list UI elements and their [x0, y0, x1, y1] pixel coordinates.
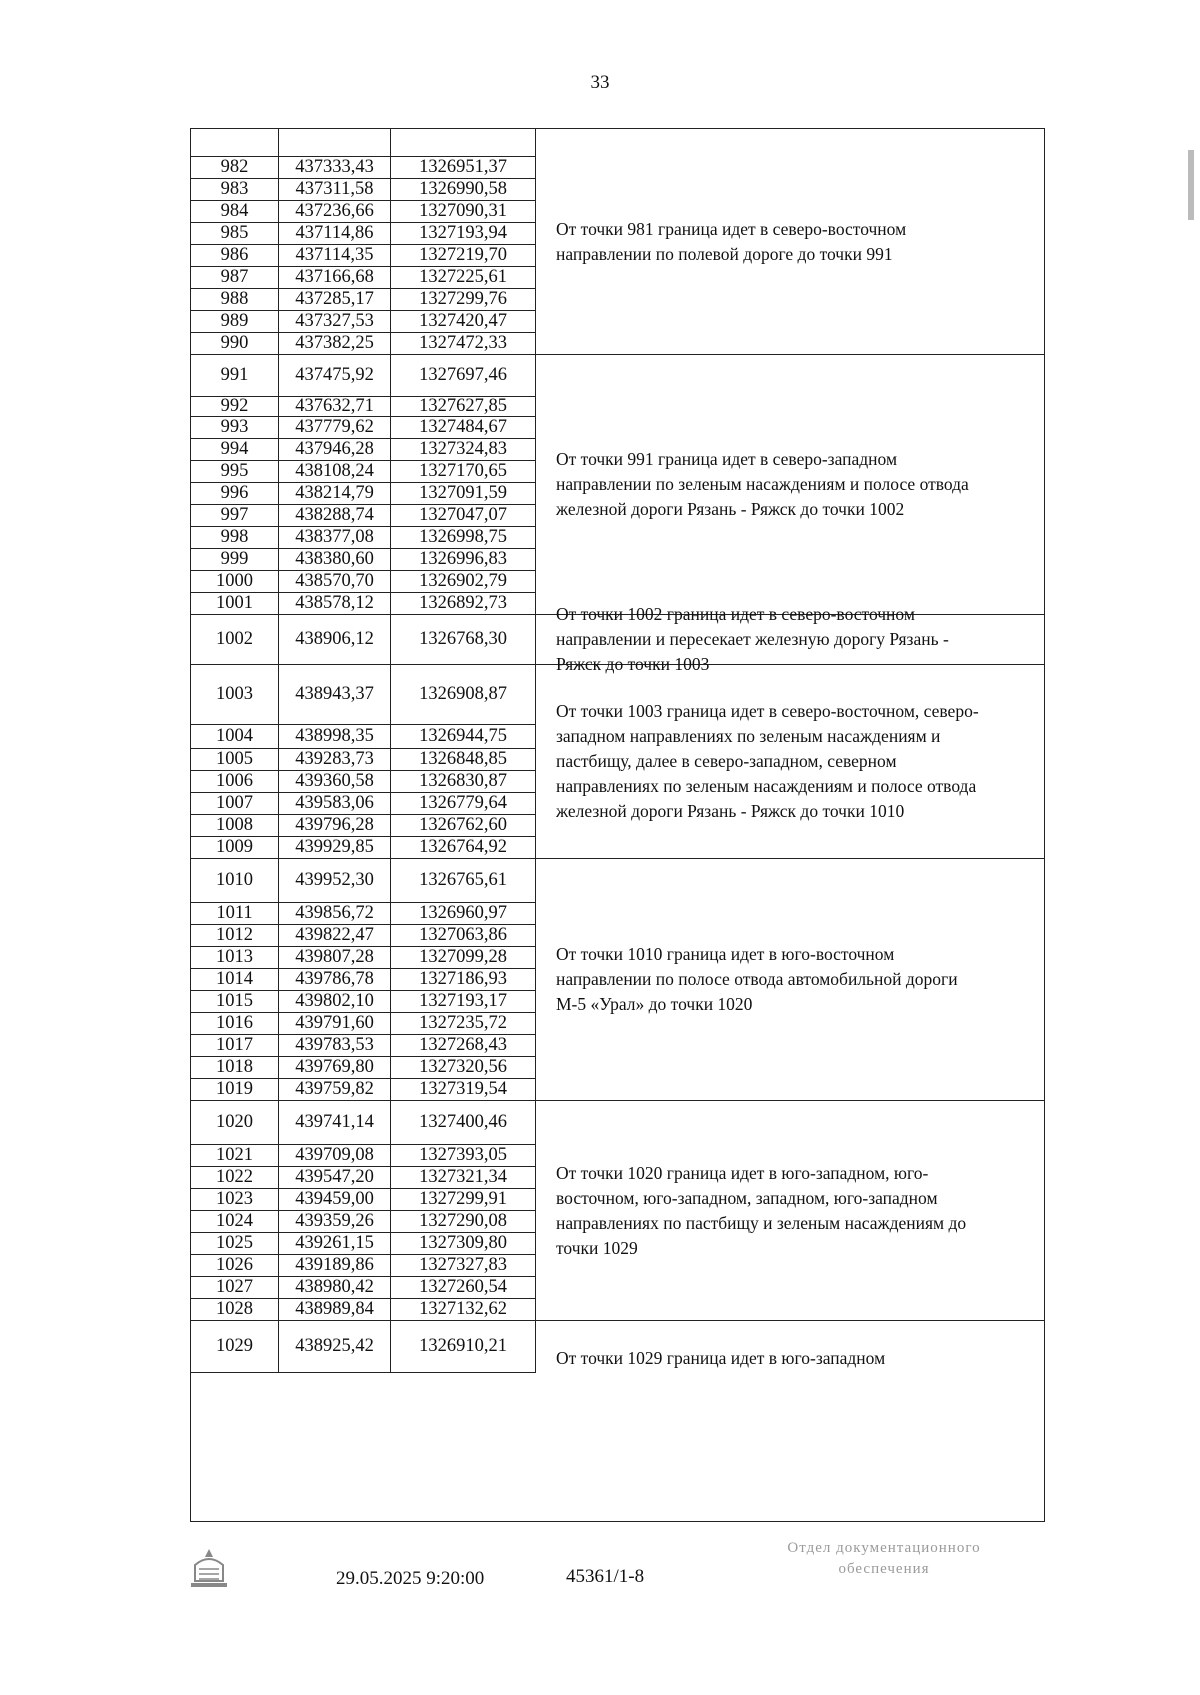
- point-number-cell: 1002: [191, 615, 279, 665]
- point-number-cell: 996: [191, 483, 279, 505]
- table-row: [191, 903, 536, 925]
- table-row: [191, 157, 536, 179]
- x-coordinate-cell: 437285,17: [279, 289, 391, 311]
- table-row: [191, 1233, 536, 1255]
- point-number-cell: 1024: [191, 1211, 279, 1233]
- x-coordinate-cell: 439783,53: [279, 1035, 391, 1057]
- y-coordinate-cell: 1326762,60: [391, 815, 536, 837]
- point-number-cell: 1000: [191, 571, 279, 593]
- y-coordinate-cell: 1327132,62: [391, 1299, 536, 1321]
- table-row: [191, 333, 536, 355]
- y-coordinate-cell: 1327400,46: [391, 1101, 536, 1145]
- y-coordinate-cell: 1327268,43: [391, 1035, 536, 1057]
- x-coordinate-cell: 439709,08: [279, 1145, 391, 1167]
- boundary-description: [536, 859, 1044, 1101]
- coordinates-table: [190, 128, 1045, 1522]
- boundary-description: [536, 129, 1044, 355]
- boundary-description: [536, 355, 1044, 615]
- x-coordinate-cell: 437114,86: [279, 223, 391, 245]
- margin-scan-mark: [1188, 150, 1194, 220]
- point-number-cell: 1001: [191, 593, 279, 615]
- table-row: [191, 1079, 536, 1101]
- y-coordinate-cell: 1327627,85: [391, 397, 536, 417]
- y-coordinate-cell: 1327320,56: [391, 1057, 536, 1079]
- point-number-cell: 1004: [191, 725, 279, 749]
- boundary-description: [536, 1321, 1044, 1373]
- point-number-cell: 990: [191, 333, 279, 355]
- x-coordinate-cell: 439759,82: [279, 1079, 391, 1101]
- description-line: направлении по полосе отвода автомобильной дороги: [556, 969, 958, 989]
- y-coordinate-cell: 1326779,64: [391, 793, 536, 815]
- x-coordinate-cell: 437114,35: [279, 245, 391, 267]
- x-coordinate-cell: 438380,60: [279, 549, 391, 571]
- table-row: [191, 925, 536, 947]
- table-row: [191, 1255, 536, 1277]
- y-coordinate-cell: 1327090,31: [391, 201, 536, 223]
- y-coordinate-cell: 1327186,93: [391, 969, 536, 991]
- y-coordinate-cell: 1327235,72: [391, 1013, 536, 1035]
- table-row: [191, 1321, 536, 1373]
- table-row: [191, 439, 536, 461]
- description-line: От точки 1020 граница идет в юго-западном, юго-: [556, 1162, 929, 1183]
- table-row: [191, 947, 536, 969]
- y-coordinate-cell: 1327472,33: [391, 333, 536, 355]
- y-coordinate-cell: 1326765,61: [391, 859, 536, 903]
- y-coordinate-cell: 1327484,67: [391, 417, 536, 439]
- y-coordinate-cell: 1327225,61: [391, 267, 536, 289]
- description-line: западном направлениях по зеленым насаждениям и: [556, 726, 941, 746]
- table-row: [191, 527, 536, 549]
- table-row: [191, 1013, 536, 1035]
- x-coordinate-cell: 439359,26: [279, 1211, 391, 1233]
- point-number-cell: 1029: [191, 1321, 279, 1373]
- y-coordinate-cell: 1326830,87: [391, 771, 536, 793]
- table-row: [191, 1167, 536, 1189]
- x-coordinate-cell: 438906,12: [279, 615, 391, 665]
- description-line: пастбищу, далее в северо-западном, северном: [556, 751, 897, 771]
- y-coordinate-cell: 1327327,83: [391, 1255, 536, 1277]
- y-coordinate-cell: 1326951,37: [391, 157, 536, 179]
- table-row: [191, 571, 536, 593]
- table-row: [191, 1189, 536, 1211]
- x-coordinate-cell: 439583,06: [279, 793, 391, 815]
- point-number-cell: 995: [191, 461, 279, 483]
- x-coordinate-cell: 438989,84: [279, 1299, 391, 1321]
- point-number-cell: 1015: [191, 991, 279, 1013]
- point-number-cell: 1021: [191, 1145, 279, 1167]
- table-row: [191, 1057, 536, 1079]
- x-coordinate-cell: 439459,00: [279, 1189, 391, 1211]
- point-number-cell: 987: [191, 267, 279, 289]
- point-number-cell: 1013: [191, 947, 279, 969]
- description-line: направлении по зеленым насаждениям и полосе отвода: [556, 474, 969, 494]
- point-number-cell: 1018: [191, 1057, 279, 1079]
- table-row: [191, 549, 536, 571]
- y-coordinate-cell: 1326910,21: [391, 1321, 536, 1373]
- point-number-cell: 989: [191, 311, 279, 333]
- x-coordinate-cell: 438980,42: [279, 1277, 391, 1299]
- point-number-cell: 988: [191, 289, 279, 311]
- description-line: От точки 1010 граница идет в юго-восточном: [556, 944, 895, 964]
- point-number-cell: 982: [191, 157, 279, 179]
- x-coordinate-cell: 438943,37: [279, 665, 391, 725]
- description-line: От точки 1003 граница идет в северо-восточном, северо-: [556, 701, 979, 721]
- x-coordinate-cell: 437946,28: [279, 439, 391, 461]
- table-row: [191, 311, 536, 333]
- point-number-cell: 993: [191, 417, 279, 439]
- x-coordinate-cell: 437166,68: [279, 267, 391, 289]
- x-coordinate-cell: 439791,60: [279, 1013, 391, 1035]
- point-number-cell: 984: [191, 201, 279, 223]
- y-coordinate-cell: 1326892,73: [391, 593, 536, 615]
- y-coordinate-cell: 1326990,58: [391, 179, 536, 201]
- x-coordinate-cell: 439547,20: [279, 1167, 391, 1189]
- point-number-cell: 1016: [191, 1013, 279, 1035]
- y-coordinate-cell: 1327099,28: [391, 947, 536, 969]
- point-number-cell: 1008: [191, 815, 279, 837]
- point-number-cell: 1023: [191, 1189, 279, 1211]
- y-coordinate-cell: 1326902,79: [391, 571, 536, 593]
- x-coordinate-cell: 437382,25: [279, 333, 391, 355]
- x-coordinate-cell: 437236,66: [279, 201, 391, 223]
- y-coordinate-cell: 1327170,65: [391, 461, 536, 483]
- y-coordinate-cell: 1327193,17: [391, 991, 536, 1013]
- x-coordinate-cell: 437779,62: [279, 417, 391, 439]
- point-number-cell: 998: [191, 527, 279, 549]
- table-row: [191, 417, 536, 439]
- y-coordinate-cell: 1327420,47: [391, 311, 536, 333]
- y-coordinate-cell: 1327290,08: [391, 1211, 536, 1233]
- table-row: [191, 505, 536, 527]
- y-coordinate-cell: 1326998,75: [391, 527, 536, 549]
- point-number-cell: [191, 129, 279, 157]
- x-coordinate-cell: 437311,58: [279, 179, 391, 201]
- stamp-line-1: Отдел документационного: [787, 1540, 981, 1556]
- point-number-cell: 1014: [191, 969, 279, 991]
- x-coordinate-cell: 438214,79: [279, 483, 391, 505]
- point-number-cell: 1003: [191, 665, 279, 725]
- x-coordinate-cell: 438578,12: [279, 593, 391, 615]
- table-row: [191, 1277, 536, 1299]
- point-number-cell: 991: [191, 355, 279, 397]
- x-coordinate-cell: 439807,28: [279, 947, 391, 969]
- table-row: [191, 223, 536, 245]
- y-coordinate-cell: 1326764,92: [391, 837, 536, 859]
- point-number-cell: 1010: [191, 859, 279, 903]
- y-coordinate-cell: 1327309,80: [391, 1233, 536, 1255]
- table-row: [191, 1101, 536, 1145]
- point-number-cell: 1005: [191, 749, 279, 771]
- table-row: [191, 749, 536, 771]
- x-coordinate-cell: 439261,15: [279, 1233, 391, 1255]
- table-row: [191, 837, 536, 859]
- table-row: [191, 793, 536, 815]
- page-number: 33: [590, 72, 610, 93]
- y-coordinate-cell: 1327393,05: [391, 1145, 536, 1167]
- description-line: Ряжск до точки 1003: [556, 654, 710, 674]
- table-row: [191, 461, 536, 483]
- point-number-cell: 1026: [191, 1255, 279, 1277]
- description-line: направлениях по зеленым насаждениям и полосе отвода: [556, 776, 977, 796]
- y-coordinate-cell: 1327193,94: [391, 223, 536, 245]
- description-line: восточном, юго-западном, западном, юго-западном: [556, 1187, 938, 1208]
- boundary-description: [536, 665, 1044, 859]
- description-line: От точки 981 граница идет в северо-восточном: [556, 218, 907, 239]
- x-coordinate-cell: 438998,35: [279, 725, 391, 749]
- table-row: [191, 969, 536, 991]
- y-coordinate-cell: 1327324,83: [391, 439, 536, 461]
- point-number-cell: 1006: [191, 771, 279, 793]
- x-coordinate-cell: 437333,43: [279, 157, 391, 179]
- y-coordinate-cell: 1327063,86: [391, 925, 536, 947]
- description-line: От точки 991 граница идет в северо-западном: [556, 449, 898, 469]
- y-coordinate-cell: 1327319,54: [391, 1079, 536, 1101]
- y-coordinate-cell: 1326908,87: [391, 665, 536, 725]
- y-coordinate-cell: 1326768,30: [391, 615, 536, 665]
- stamp-line-2: обеспечения: [838, 1561, 930, 1577]
- table-row: [191, 1035, 536, 1057]
- table-row: [191, 289, 536, 311]
- table-row: [191, 397, 536, 417]
- y-coordinate-cell: 1326960,97: [391, 903, 536, 925]
- x-coordinate-cell: 439802,10: [279, 991, 391, 1013]
- y-coordinate-cell: 1327299,76: [391, 289, 536, 311]
- x-coordinate-cell: 437475,92: [279, 355, 391, 397]
- y-coordinate-cell: 1327260,54: [391, 1277, 536, 1299]
- x-coordinate-cell: 439929,85: [279, 837, 391, 859]
- emblem-logo-icon: [185, 1545, 233, 1593]
- point-number-cell: 992: [191, 397, 279, 417]
- point-number-cell: 986: [191, 245, 279, 267]
- table-row: [191, 991, 536, 1013]
- y-coordinate-cell: [391, 129, 536, 157]
- description-line: направлении по полевой дороге до точки 991: [556, 243, 893, 264]
- description-line: железной дороги Рязань - Ряжск до точки 1002: [556, 499, 905, 519]
- point-number-cell: 1027: [191, 1277, 279, 1299]
- y-coordinate-cell: 1327219,70: [391, 245, 536, 267]
- boundary-description: [536, 604, 1044, 674]
- table-row: [191, 771, 536, 793]
- x-coordinate-cell: 438108,24: [279, 461, 391, 483]
- x-coordinate-cell: 439856,72: [279, 903, 391, 925]
- description-line: направлениях по пастбищу и зеленым насаждениям до: [556, 1212, 967, 1233]
- table-row: [191, 615, 536, 665]
- description-line: точки 1029: [556, 1237, 638, 1258]
- x-coordinate-cell: 438288,74: [279, 505, 391, 527]
- x-coordinate-cell: 437327,53: [279, 311, 391, 333]
- description-line: М-5 «Урал» до точки 1020: [556, 994, 753, 1014]
- table-row: [191, 245, 536, 267]
- description-line: железной дороги Рязань - Ряжск до точки 1010: [556, 801, 905, 821]
- point-number-cell: 1011: [191, 903, 279, 925]
- x-coordinate-cell: [279, 129, 391, 157]
- description-line: От точки 1029 граница идет в юго-западном: [556, 1348, 886, 1368]
- x-coordinate-cell: 439952,30: [279, 859, 391, 903]
- description-line: направлении и пересекает железную дорогу Рязань -: [556, 629, 949, 649]
- x-coordinate-cell: 437632,71: [279, 397, 391, 417]
- table-row: [191, 815, 536, 837]
- table-row: [191, 267, 536, 289]
- y-coordinate-cell: 1327047,07: [391, 505, 536, 527]
- x-coordinate-cell: 439796,28: [279, 815, 391, 837]
- point-number-cell: 1020: [191, 1101, 279, 1145]
- table-row: [191, 1145, 536, 1167]
- x-coordinate-cell: 439786,78: [279, 969, 391, 991]
- x-coordinate-cell: 439189,86: [279, 1255, 391, 1277]
- department-stamp: [734, 1538, 1034, 1580]
- table-row: [191, 129, 536, 157]
- point-number-cell: 994: [191, 439, 279, 461]
- footer-datetime: 29.05.2025 9:20:00: [336, 1568, 485, 1589]
- footer-doc-code: 45361/1-8: [566, 1566, 645, 1587]
- table-row: [191, 593, 536, 615]
- table-row: [191, 355, 536, 397]
- table-row: [191, 483, 536, 505]
- point-number-cell: 1012: [191, 925, 279, 947]
- x-coordinate-cell: 439741,14: [279, 1101, 391, 1145]
- x-coordinate-cell: 439769,80: [279, 1057, 391, 1079]
- point-number-cell: 1017: [191, 1035, 279, 1057]
- table-row: [191, 1299, 536, 1321]
- point-number-cell: 1007: [191, 793, 279, 815]
- y-coordinate-cell: 1326944,75: [391, 725, 536, 749]
- point-number-cell: 999: [191, 549, 279, 571]
- y-coordinate-cell: 1327697,46: [391, 355, 536, 397]
- point-number-cell: 1028: [191, 1299, 279, 1321]
- table-row: [191, 1211, 536, 1233]
- point-number-cell: 1019: [191, 1079, 279, 1101]
- y-coordinate-cell: 1326996,83: [391, 549, 536, 571]
- point-number-cell: 983: [191, 179, 279, 201]
- table-row: [191, 201, 536, 223]
- y-coordinate-cell: 1326848,85: [391, 749, 536, 771]
- y-coordinate-cell: 1327091,59: [391, 483, 536, 505]
- point-number-cell: 1009: [191, 837, 279, 859]
- table-row: [191, 859, 536, 903]
- x-coordinate-cell: 438570,70: [279, 571, 391, 593]
- point-number-cell: 1022: [191, 1167, 279, 1189]
- boundary-description: [536, 1101, 1044, 1321]
- table-row: [191, 665, 536, 725]
- point-number-cell: 985: [191, 223, 279, 245]
- y-coordinate-cell: 1327321,34: [391, 1167, 536, 1189]
- table-row: [191, 179, 536, 201]
- x-coordinate-cell: 439360,58: [279, 771, 391, 793]
- point-number-cell: 1025: [191, 1233, 279, 1255]
- point-number-cell: 997: [191, 505, 279, 527]
- x-coordinate-cell: 439822,47: [279, 925, 391, 947]
- x-coordinate-cell: 438925,42: [279, 1321, 391, 1373]
- x-coordinate-cell: 438377,08: [279, 527, 391, 549]
- y-coordinate-cell: 1327299,91: [391, 1189, 536, 1211]
- table-row: [191, 725, 536, 749]
- description-line: От точки 1002 граница идет в северо-восточном: [556, 604, 915, 624]
- x-coordinate-cell: 439283,73: [279, 749, 391, 771]
